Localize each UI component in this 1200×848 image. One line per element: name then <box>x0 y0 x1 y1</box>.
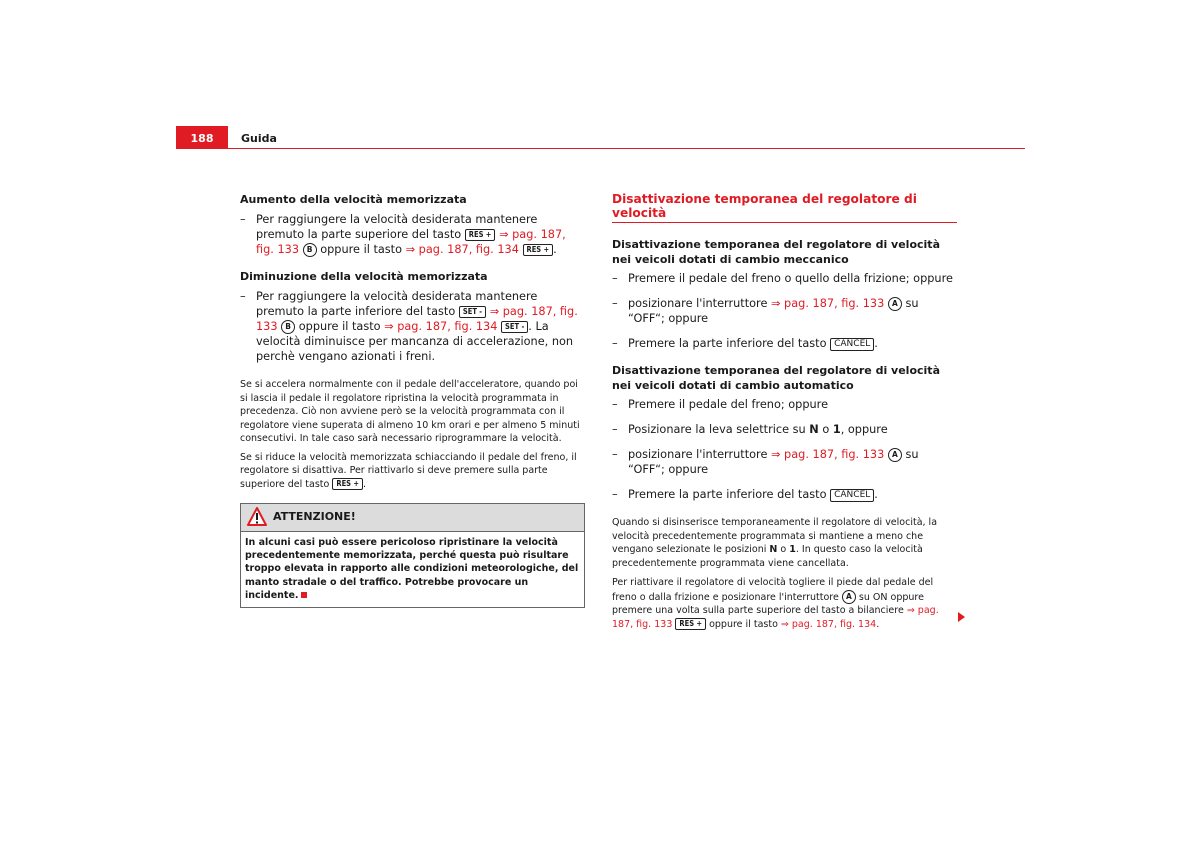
list-item: – Premere il pedale del freno; oppure <box>612 398 829 411</box>
set-minus-key: SET - <box>501 321 528 333</box>
list-item: – Premere la parte inferiore del tasto CANCEL . <box>612 337 878 350</box>
warning-header <box>241 504 584 532</box>
page-reference-link[interactable]: ⇒ pag. 187, fig. 133 <box>256 228 566 256</box>
res-plus-key: RES + <box>523 244 554 256</box>
right-column <box>612 192 957 631</box>
dash-bullet: – <box>240 213 246 226</box>
warning-triangle-icon <box>247 507 267 526</box>
heading-manual-gearbox: Disattivazione temporanea del regolatore di velocità nei veicoli dotati di cambio meccanico <box>612 238 940 266</box>
note-paragraph: Per riattivare il regolatore di velocità togliere il piede dal pedale del freno o dalla frizione e posizionare l'interruttore A su ON oppure premere una volta sulla parte superiore del tasto a bilanciere ⇒ pag. 187, fig. 133 RES + oppure il tasto ⇒ pag. 187, fig. 134. <box>612 577 939 630</box>
dash-bullet: – <box>240 290 246 303</box>
note-paragraph: Quando si disinserisce temporaneamente il regolatore di velocità, la velocità precedentemente programmata si mantiene a meno che vengano selezionate le posizioni N o 1. In questo caso la velocità precedentemente programmata viene cancellata. <box>612 517 938 569</box>
note-paragraph: Se si riduce la velocità memorizzata schiacciando il pedale del freno, il regolatore si disattiva. Per riattivarlo si deve premere sulla parte superiore del tasto RES + . <box>240 451 577 490</box>
page-number: 188 <box>176 126 228 148</box>
continue-arrow-icon <box>958 612 965 622</box>
page-reference-link[interactable]: ⇒ pag. 187, fig. 134 <box>384 320 498 333</box>
page-reference-link[interactable]: ⇒ pag. 187, fig. 133 <box>771 297 885 310</box>
warning-box <box>240 503 585 608</box>
heading-speed-decrease: Diminuzione della velocità memorizzata <box>240 270 488 283</box>
list-item: – posizionare l'interruttore ⇒ pag. 187, fig. 133 A su “OFF“; oppure <box>612 297 919 325</box>
dash-bullet: – <box>612 488 618 501</box>
note-paragraph: Se si accelera normalmente con il pedale dell'acceleratore, quando poi si lascia il pedale il regolatore ripristina la velocità programmata in precedenza. Ciò non avviene però se la velocità programmata con il regolatore viene superata di almeno 10 km orari e per almeno 5 minuti consecutivi. In tale caso sarà necessario riprogrammare la velocità. <box>240 379 580 444</box>
cancel-key: CANCEL <box>830 338 874 351</box>
list-item: – Posizionare la leva selettrice su N o 1, oppure <box>612 423 888 436</box>
callout-b-icon: B <box>303 243 317 257</box>
cancel-key: CANCEL <box>830 489 874 502</box>
page-reference-link[interactable]: ⇒ pag. 187, fig. 133 <box>612 605 939 630</box>
list-item: – Per raggiungere la velocità desiderata mantenere premuto la parte inferiore del tasto SET - ⇒ pag. 187, fig. 133 B oppure il tasto ⇒ pag. 187, fig. 134 SET - . La velocità diminuisce per mancanza di accelerazione, non perchè vengano azionati i freni. <box>240 290 578 363</box>
callout-a-icon: A <box>888 448 902 462</box>
list-item: – Premere la parte inferiore del tasto CANCEL . <box>612 488 878 501</box>
list-item: – Per raggiungere la velocità desiderata mantenere premuto la parte superiore del tasto RES + ⇒ pag. 187, fig. 133 B oppure il tasto ⇒ pag. 187, fig. 134 RES + . <box>240 213 566 256</box>
warning-text: In alcuni casi può essere pericoloso ripristinare la velocità precedentemente memorizzata, perché questa può risultare troppo elevata in rapporto alle condizioni meteorologiche, del manto stradale o del traffico. Potrebbe provocare un incidente. <box>245 537 579 601</box>
res-plus-key: RES + <box>675 618 706 630</box>
res-plus-key: RES + <box>332 478 363 490</box>
set-minus-key: SET - <box>459 306 486 318</box>
page-reference-link[interactable]: ⇒ pag. 187, fig. 134 <box>405 243 519 256</box>
dash-bullet: – <box>612 272 618 285</box>
chapter-title: Guida <box>241 132 277 145</box>
warning-title: ATTENZIONE! <box>273 510 356 523</box>
left-column <box>240 192 585 608</box>
page-reference-link[interactable]: ⇒ pag. 187, fig. 134 <box>780 618 877 630</box>
end-square-icon <box>301 592 307 598</box>
callout-a-icon: A <box>842 590 856 604</box>
page-header <box>176 126 1025 149</box>
page-reference-link[interactable]: ⇒ pag. 187, fig. 133 <box>771 448 885 461</box>
heading-speed-increase: Aumento della velocità memorizzata <box>240 193 467 206</box>
callout-b-icon: B <box>281 320 295 334</box>
section-title: Disattivazione temporanea del regolatore di velocità <box>612 192 957 223</box>
dash-bullet: – <box>612 297 618 310</box>
dash-bullet: – <box>612 423 618 436</box>
res-plus-key: RES + <box>465 229 496 241</box>
list-item: – Premere il pedale del freno o quello della frizione; oppure <box>612 272 953 285</box>
list-item: – posizionare l'interruttore ⇒ pag. 187, fig. 133 A su “OFF“; oppure <box>612 448 919 476</box>
callout-a-icon: A <box>888 297 902 311</box>
dash-bullet: – <box>612 337 618 350</box>
dash-bullet: – <box>612 448 618 461</box>
dash-bullet: – <box>612 398 618 411</box>
heading-automatic-gearbox: Disattivazione temporanea del regolatore di velocità nei veicoli dotati di cambio automatico <box>612 364 940 392</box>
page-reference-link[interactable]: ⇒ pag. 187, fig. 133 <box>256 305 578 333</box>
